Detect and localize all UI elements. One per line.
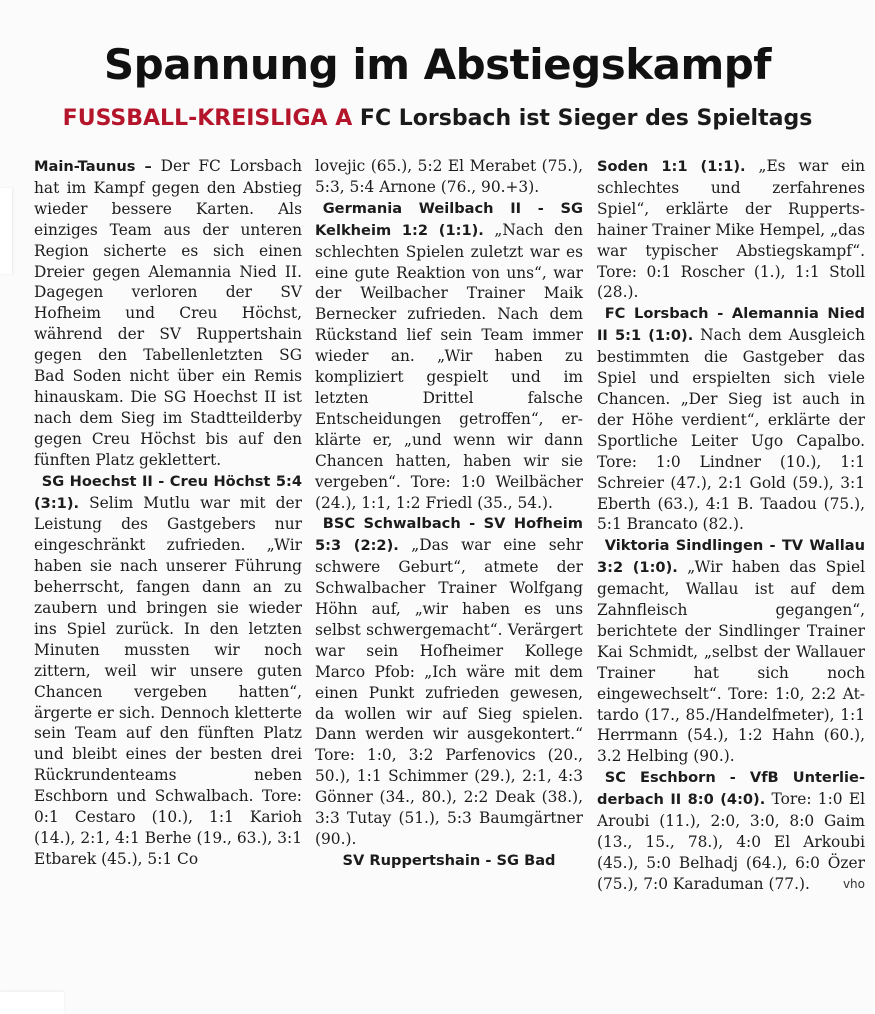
- paragraph-match-lorsbach-nied: [597, 303, 865, 535]
- paragraph-match-weilbach-kelkheim: [315, 198, 583, 514]
- subline-text: FC Lorsbach ist Sieger des Spieltags: [359, 106, 813, 131]
- match-heading: SC Eschborn - VfB Unterliederbach II 8:0 (4:0).: [597, 769, 865, 809]
- paragraph-text: „Wir haben das Spiel gemacht, Wallau ist auf dem Zahnfleisch gegangen“, berichtete der Sindlinger Trainer Kai Schmidt, „selbst der Wallauer Trainer hat sich noch eingewechselt“. Tore: 1:0, 2:2 Attardo (17., 85./Handelfmeter), 1:1 Herrmann (54.), 1:2 Hahn (60.), 3.2 Helbing (90.).: [597, 558, 865, 766]
- match-heading: Germania Weilbach II - SG Kelkheim 1:2 (1:1).: [315, 199, 583, 239]
- match-heading: BSC Schwalbach - SV Hofheim 5:3 (2:2).: [315, 515, 583, 555]
- match-heading: SG Hoechst II - Creu Höchst 5:4 (3:1).: [34, 472, 302, 512]
- author-credit: vho: [842, 876, 865, 891]
- paragraph-text: „Das war eine sehr schwere Geburt“, atmete der Schwalbacher Trainer Wolfgang Höhn auf, „wir haben es uns selbst schwergemacht“. Verärgert war sein Hofheimer Kollege Marco Pfob: „Ich wäre mit dem einen Punkt zufrieden gewesen, da wollen wir auf Sieg spielen. Dann werden wir ausgekontert.“ Tore: 1:0, 3:2 Parfenovics (20., 50.), 1:1 Schimmer (29.), 2:1, 4:3 Gönner (34., 80.), 2:2 Deak (38.), 3:3 Tutay (51.), 5:3 Baumgärtner (90.).: [315, 536, 583, 848]
- paragraph-match-schwalbach-hofheim: [315, 513, 583, 850]
- paragraph-text: lovejic (65.), 5:2 El Merabet (75.), 5:3, 5:4 Arnone (76., 90.+3).: [315, 157, 583, 196]
- paragraph-text: „Es war ein schlechtes und zerfahrenes Spiel“, erklärte der Ruppertshainer Trainer Mike Hempel, „das war typischer Abstiegskampf“. Tore: 0:1 Roscher (1.), 1:1 Stoll (28.).: [597, 157, 865, 302]
- subline: [0, 106, 875, 131]
- paragraph-text: Tore: 1:0 El Aroubi (11.), 2:0, 3:0, 8:0 Gaim (13., 15., 78.), 4:0 El Arkoubi (45.), 5:0 Belhadj (64.), 6:0 Özer (75.), 7:0 Karaduman (77.).: [597, 790, 865, 893]
- column-2: [315, 156, 583, 872]
- headline: Spannung im Abstiegskampf: [103, 40, 772, 89]
- paragraph-text: Der FC Lorsbach hat im Kampf gegen den Abstieg wieder bessere Karten. Als einziges Team aus der unteren Region sicherte es sich einen Dreier gegen Alemannia Nied II. Dagegen verloren der SV Hofheim und Creu Höchst, während der SV Ruppertshain gegen den Tabellenletzten SG Bad Soden nicht über ein Remis hinauskam. Die SG Hoechst II ist nach dem Sieg im Stadtteilderby gegen Creu Höchst bis auf den fünften Platz geklettert.: [34, 157, 302, 469]
- dateline: Main-Taunus –: [34, 158, 152, 175]
- column-3: [597, 156, 865, 895]
- column-1: [34, 156, 302, 870]
- kicker: FUSSBALL-KREISLIGA A: [62, 106, 353, 131]
- page-edge-tab: [0, 188, 12, 274]
- paragraph-match-ruppertshain-soden: [315, 850, 583, 872]
- paragraph-match-sindlingen-wallau: [597, 535, 865, 767]
- paragraph-intro: [34, 156, 302, 471]
- paragraph-text: Nach dem Ausgleich bestimmten die Gastgeber das Spiel und erspielten sich viele Chancen. „Der Sieg ist auch in der Höhe verdient“, erklärte der Sportliche Leiter Ugo Capalbo. Tore: 1:0 Lindner (10.), 1:1 Schreier (47.), 2:1 Gold (59.), 3:1 Eberth (63.), 4:1 B. Taadou (75.), 5:1 Brancato (82.).: [597, 326, 865, 534]
- match-heading: Soden 1:1 (1:1).: [597, 158, 746, 175]
- page-edge-tab-bottom: [0, 992, 64, 1014]
- match-heading: FC Lorsbach - Alemannia Nied II 5:1 (1:0).: [597, 305, 865, 345]
- paragraph-text: „Nach den schlechten Spielen zuletzt war es eine gute Reaktion von uns“, war der Weilbacher Trainer Maik Bernecker zufrieden. Nach dem Rückstand lief sein Team immer wieder an. „Wir haben zu kompliziert gespielt und im letzten Drittel falsche Entscheidungen getroffen“, erklärte er, „und wenn wir dann Chancen hatten, haben wir sie vergeben“. Tore: 1:0 Weilbächer (24.), 1:1, 1:2 Friedl (35., 54.).: [315, 220, 583, 512]
- paragraph-continuation: [315, 156, 583, 198]
- paragraph-match-hoechst-creu: [34, 471, 302, 870]
- paragraph-match-eschborn-unterliederbach: [597, 767, 865, 894]
- match-heading: SV Ruppertshain - SG Bad: [342, 851, 556, 869]
- paragraph-match-ruppertshain-soden-cont: [597, 156, 865, 303]
- match-heading: Viktoria Sindlingen - TV Wallau 3:2 (1:0).: [597, 537, 865, 577]
- paragraph-text: Selim Mutlu war mit der Leistung des Gastgebers nur eingeschränkt zufrieden. „Wir haben sie nach unserer Führung beherrscht, fangen dann an zu zaubern und bringen sie wieder ins Spiel zurück. In den letzten Minuten mussten wir noch zittern, weil wir unsere guten Chancen vergeben hatten“, ärgerte er sich. Dennoch kletterte sein Team auf den fünften Platz und bleibt eines der besten drei Rückrundenteams neben Eschborn und Schwalbach. Tore: 0:1 Cestaro (10.), 1:1 Karioh (14.), 2:1, 4:1 Berhe (19., 63.), 3:1 Etbarek (45.), 5:1 Co: [34, 493, 302, 868]
